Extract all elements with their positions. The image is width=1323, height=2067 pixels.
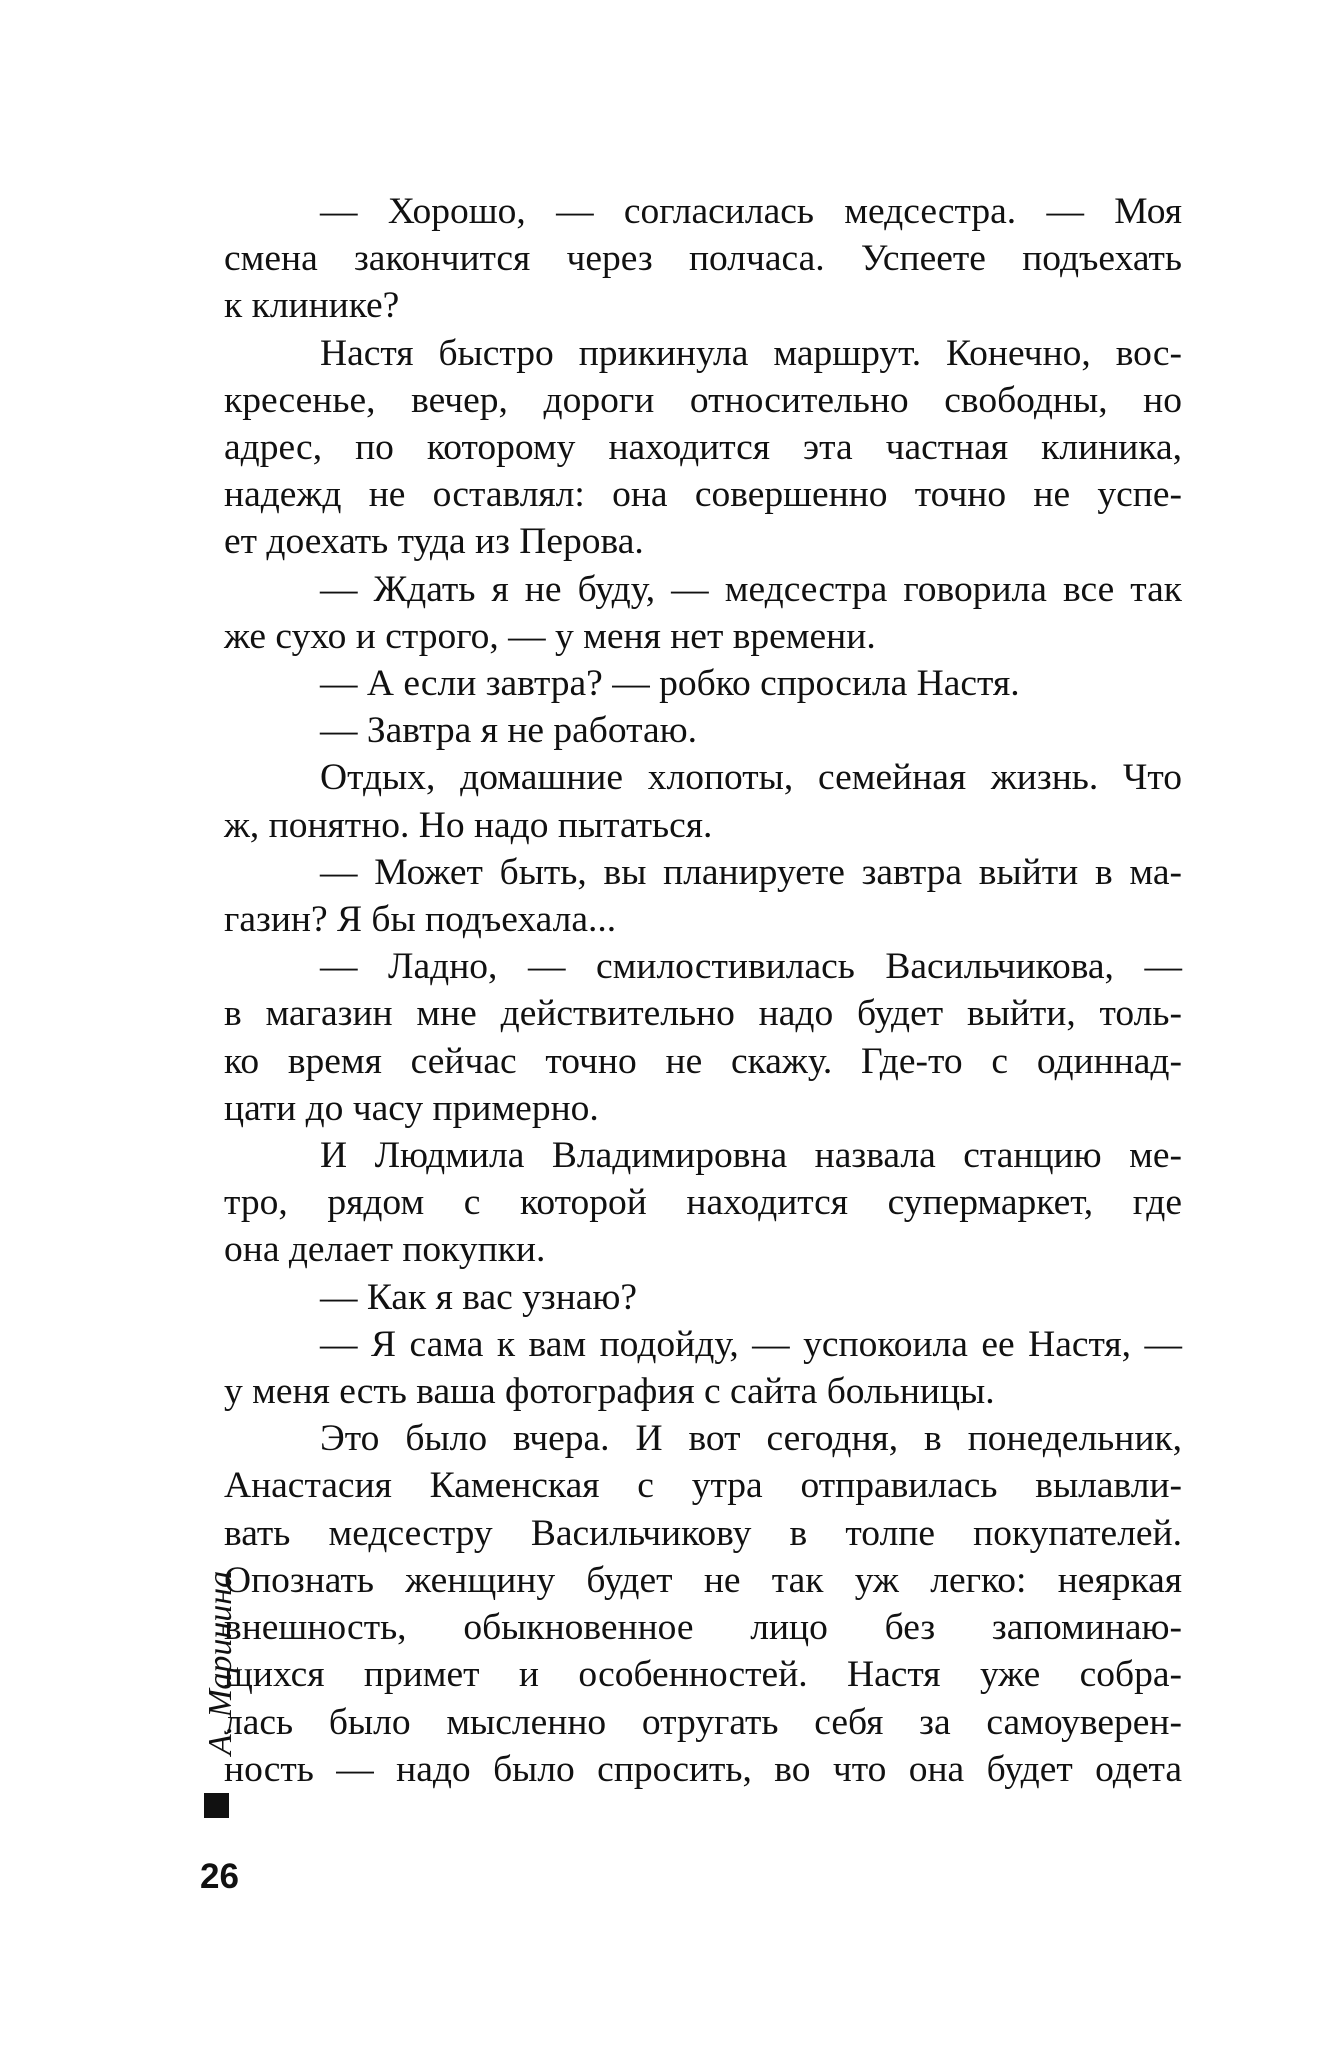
text-line: газин? Я бы подъехала... bbox=[224, 899, 617, 941]
page-number: 26 bbox=[200, 1857, 239, 1896]
text-line: щихся примет и особенностей. Настя уже собра- bbox=[224, 1654, 1182, 1696]
text-line: — Ладно, — смилостивилась Васильчикова, — bbox=[320, 946, 1182, 988]
text-line: же сухо и строго, — у меня нет времени. bbox=[224, 615, 876, 657]
text-line: надежд не оставлял: она совершенно точно не успе- bbox=[224, 474, 1182, 516]
text-line: внешность, обыкновенное лицо без запоминаю- bbox=[224, 1607, 1182, 1649]
paragraph bbox=[272, 1274, 1182, 1321]
text-line: вать медсестру Васильчикову в толпе покупателей. bbox=[224, 1512, 1182, 1554]
text-line: к клинике? bbox=[224, 285, 400, 327]
text-line: у меня есть ваша фотография с сайта больницы. bbox=[224, 1371, 995, 1413]
paragraph bbox=[272, 707, 1182, 754]
text-line: адрес, по которому находится эта частная клиника, bbox=[224, 427, 1182, 469]
text-line: ко время сейчас точно не скажу. Где-то с одиннад- bbox=[224, 1040, 1182, 1082]
text-line: кресенье, вечер, дороги относительно свободны, но bbox=[224, 379, 1182, 421]
square-marker-icon bbox=[204, 1793, 229, 1818]
paragraph bbox=[272, 660, 1182, 707]
text-line: И Людмила Владимировна назвала станцию ме- bbox=[320, 1135, 1182, 1177]
text-line: смена закончится через полчаса. Успеете подъехать bbox=[224, 238, 1182, 280]
paragraph bbox=[224, 1321, 1182, 1415]
text-line: Отдых, домашние хлопоты, семейная жизнь. Что bbox=[320, 757, 1182, 799]
text-line: Это было вчера. И вот сегодня, в понедельник, bbox=[320, 1418, 1182, 1460]
text-line: Анастасия Каменская с утра отправилась вылавли- bbox=[224, 1465, 1182, 1507]
text-line: — Может быть, вы планируете завтра выйти в ма- bbox=[320, 851, 1182, 893]
text-line: Настя быстро прикинула маршрут. Конечно, вос- bbox=[320, 332, 1182, 374]
text-line: — Я сама к вам подойду, — успокоила ее Настя, — bbox=[320, 1323, 1182, 1365]
paragraph bbox=[224, 849, 1182, 943]
paragraph bbox=[224, 943, 1182, 1132]
text-line: ность — надо было спросить, во что она будет одета bbox=[224, 1748, 1182, 1790]
body-text bbox=[224, 188, 1182, 1793]
text-line: Опознать женщину будет не так уж легко: неяркая bbox=[224, 1559, 1182, 1601]
text-line: в магазин мне действительно надо будет выйти, толь- bbox=[224, 993, 1182, 1035]
text-line: ж, понятно. Но надо пытаться. bbox=[224, 804, 713, 846]
text-line: лась было мысленно отругать себя за самоуверен- bbox=[224, 1701, 1182, 1743]
paragraph bbox=[224, 566, 1182, 660]
text-line: — Завтра я не работаю. bbox=[320, 710, 698, 752]
paragraph bbox=[224, 1415, 1182, 1793]
author-name: А. Маринина bbox=[202, 1570, 239, 1756]
text-line: тро, рядом с которой находится супермаркет, где bbox=[224, 1182, 1182, 1224]
text-line: — Ждать я не буду, — медсестра говорила все так bbox=[320, 568, 1182, 610]
paragraph bbox=[224, 1132, 1182, 1274]
paragraph bbox=[224, 188, 1182, 330]
text-line: цати до часу примерно. bbox=[224, 1087, 599, 1129]
paragraph bbox=[224, 754, 1182, 848]
text-line: — А если завтра? — робко спросила Настя. bbox=[320, 663, 1020, 705]
running-head bbox=[204, 1553, 238, 1773]
text-line: — Как я вас узнаю? bbox=[320, 1276, 638, 1318]
text-line: ет доехать туда из Перова. bbox=[224, 521, 644, 563]
paragraph bbox=[224, 330, 1182, 566]
text-line: она делает покупки. bbox=[224, 1229, 546, 1271]
text-line: — Хорошо, — согласилась медсестра. — Моя bbox=[320, 191, 1182, 232]
